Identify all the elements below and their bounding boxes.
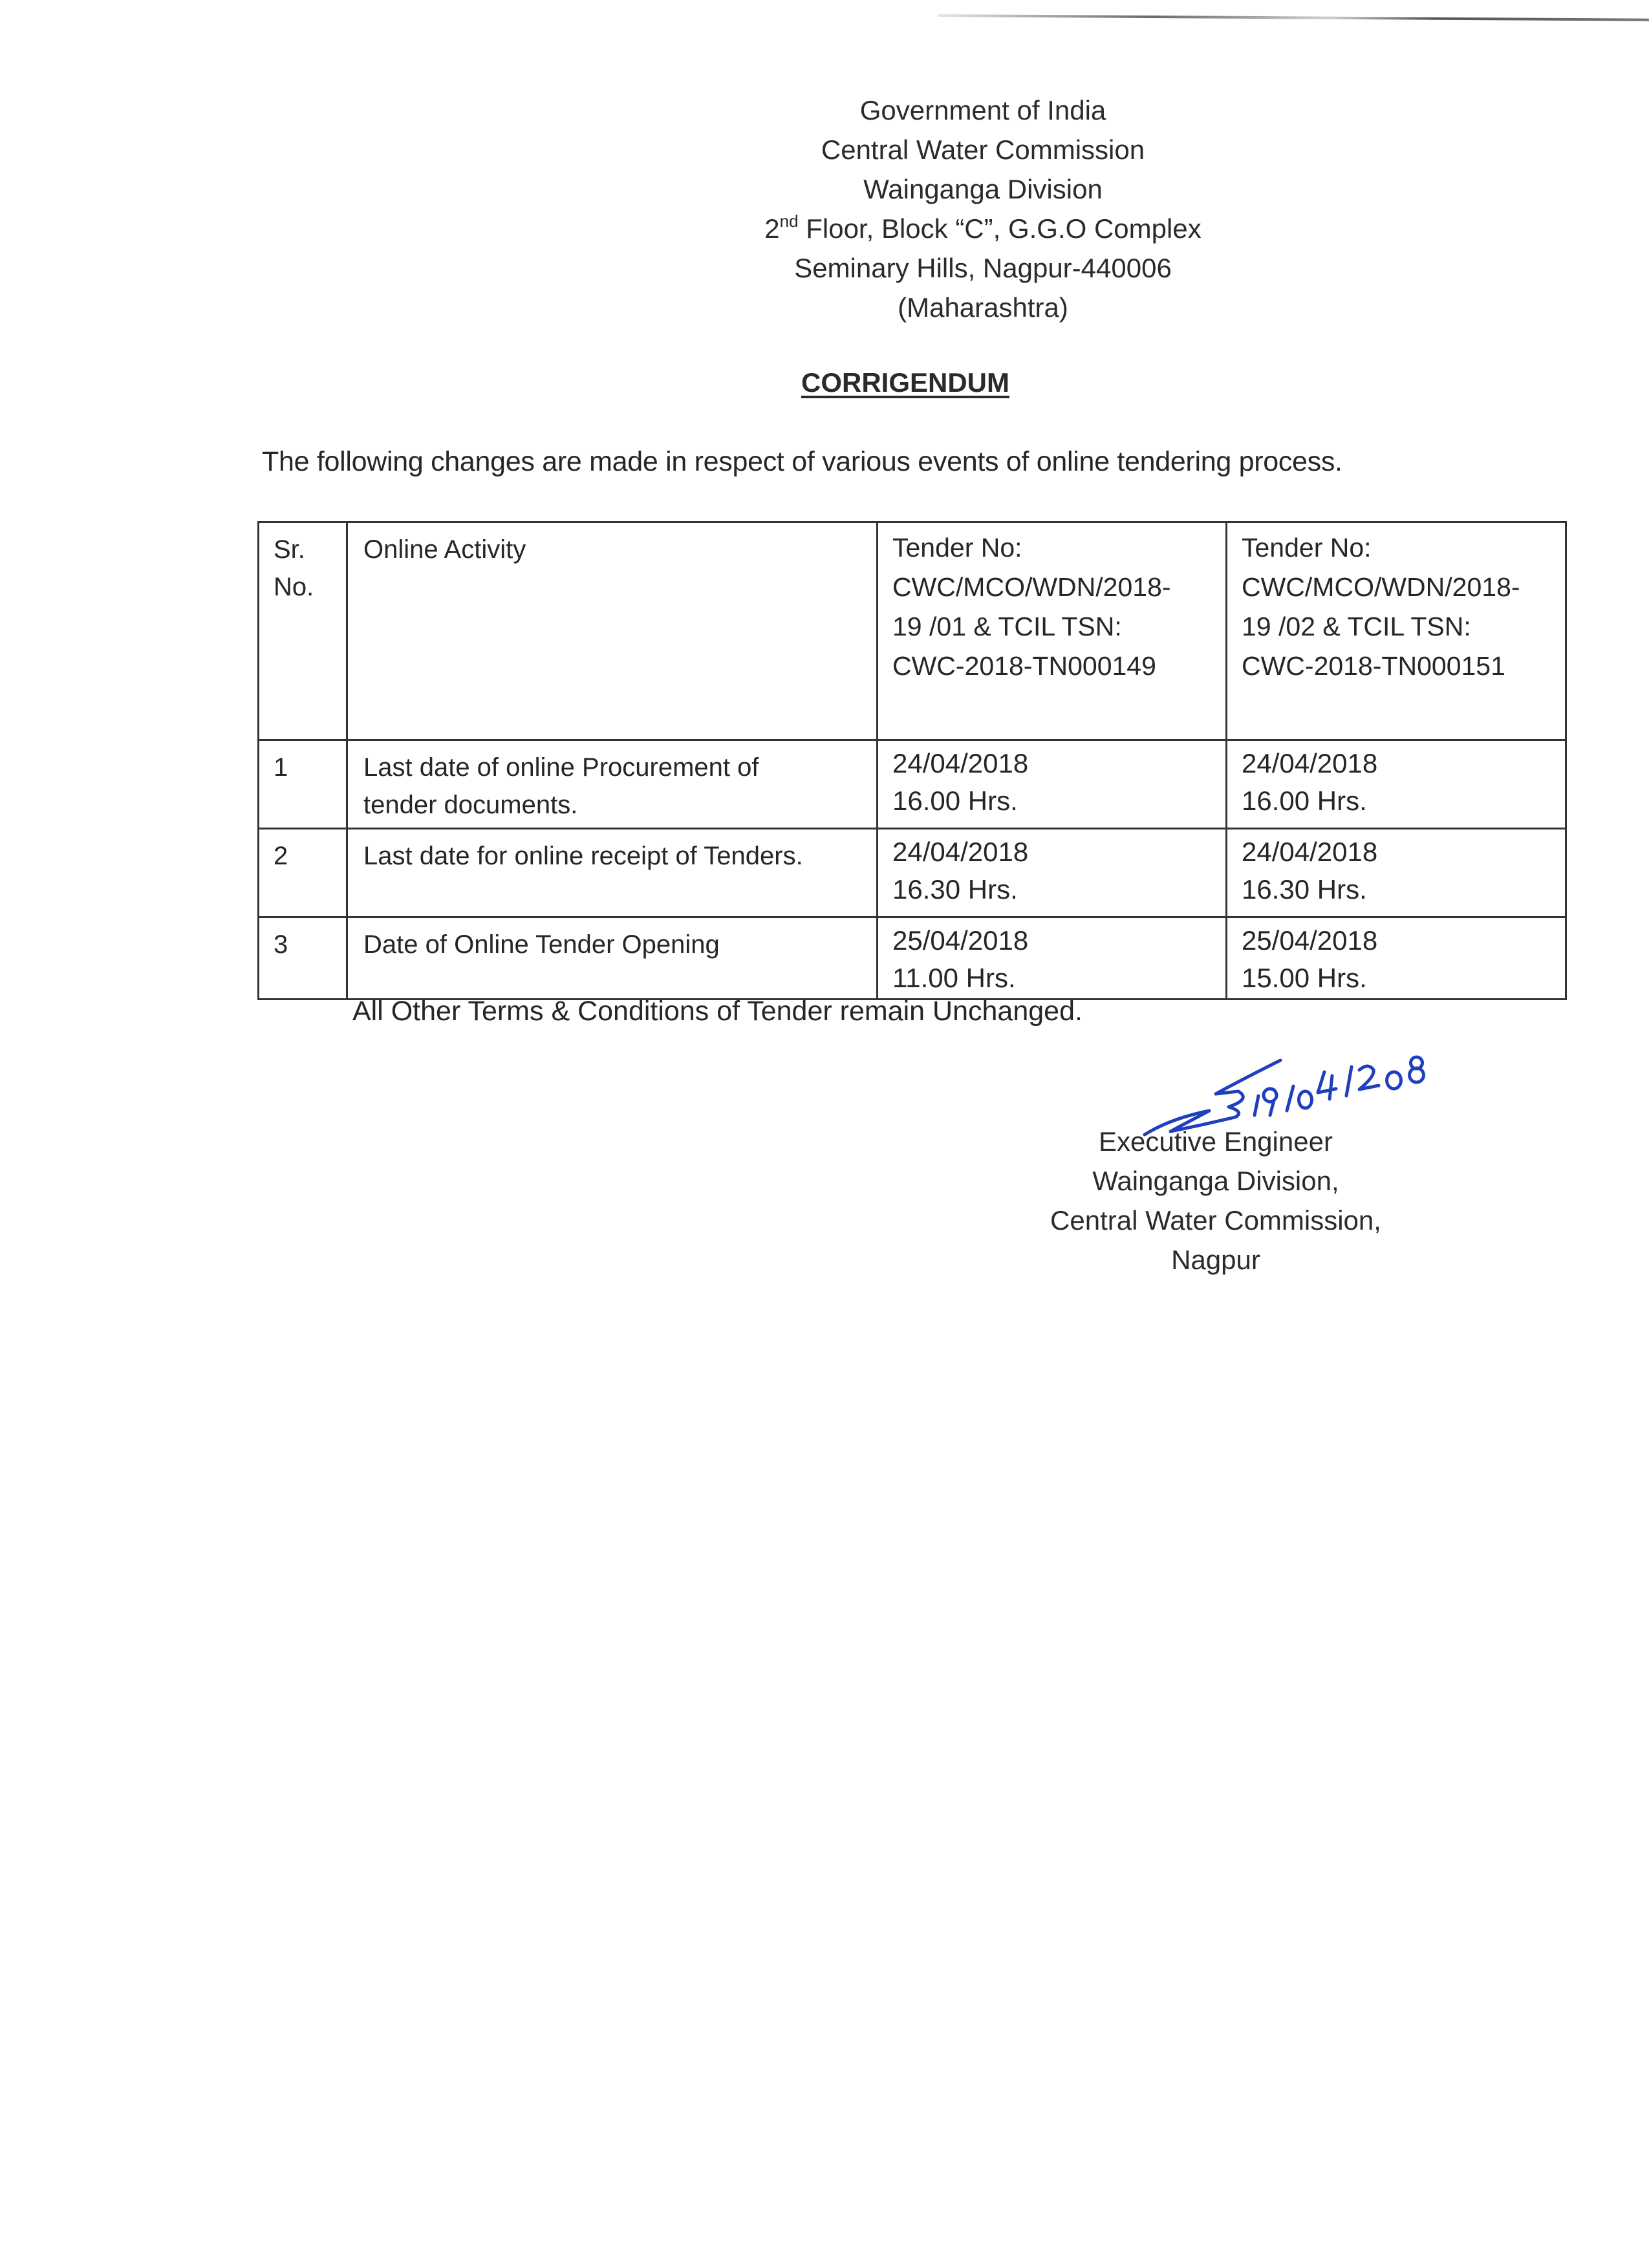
- letterhead-line-commission: Central Water Commission: [821, 134, 1145, 165]
- row-tender-1-datetime: [878, 829, 1227, 917]
- activity-text-line1: Last date of online Procurement of: [363, 753, 759, 782]
- tender-1-time: 11.00 Hrs.: [892, 963, 1016, 993]
- floor-ordinal: nd: [779, 211, 799, 231]
- signature-date-slash1: [1287, 1086, 1293, 1111]
- letterhead-line-government: Government of India: [859, 95, 1106, 125]
- row-tender-2-datetime: [1227, 917, 1566, 1000]
- tender-2-time: 16.00 Hrs.: [1242, 786, 1367, 816]
- signatory-designation: Executive Engineer: [1099, 1126, 1333, 1157]
- document-title: CORRIGENDUM: [801, 367, 1009, 398]
- activity-text-line2: tender documents.: [363, 791, 578, 819]
- row-activity: [347, 917, 878, 1000]
- signature-date-slash2: [1346, 1067, 1352, 1096]
- signature-date-8: [1410, 1057, 1424, 1082]
- tender-1-date: 24/04/2018: [892, 748, 1029, 778]
- tender-2-number-part2: 19 /02 & TCIL TSN:: [1242, 612, 1471, 641]
- floor-number: 2: [764, 213, 780, 244]
- activity-text-line1: Last date for online receipt of Tenders.: [363, 842, 803, 870]
- row-sr-no: 3: [259, 917, 347, 1000]
- tender-2-number-part1: CWC/MCO/WDN/2018-: [1242, 572, 1520, 602]
- signature-date-0b: [1387, 1072, 1401, 1089]
- tender-1-date: 25/04/2018: [892, 925, 1029, 956]
- signature-date-4: [1318, 1072, 1336, 1099]
- tender-schedule-table: [257, 521, 1567, 1000]
- tender-1-label: Tender No:: [892, 533, 1022, 562]
- tender-2-date: 24/04/2018: [1242, 837, 1378, 867]
- tender-2-label: Tender No:: [1242, 533, 1372, 562]
- tender-1-time: 16.00 Hrs.: [892, 786, 1018, 816]
- intro-paragraph: The following changes are made in respect of various events of online tendering process.: [262, 446, 1342, 477]
- letterhead: [582, 91, 1384, 327]
- letterhead-address-floor: [582, 209, 1384, 248]
- tender-1-tsn: CWC-2018-TN000149: [892, 651, 1156, 681]
- letterhead-address-state: (Maharashtra): [898, 292, 1068, 323]
- header-sr-no: [259, 522, 347, 740]
- row-tender-2-datetime: [1227, 829, 1566, 917]
- signature-date-1: [1255, 1096, 1258, 1115]
- header-online-activity: Online Activity: [347, 522, 878, 740]
- row-tender-1-datetime: [878, 917, 1227, 1000]
- header-tender-2: [1227, 522, 1566, 740]
- row-tender-2-datetime: [1227, 740, 1566, 829]
- table-row: [259, 917, 1566, 1000]
- tender-1-time: 16.30 Hrs.: [892, 874, 1018, 904]
- letterhead-line-division: Wainganga Division: [863, 174, 1103, 204]
- activity-text-line1: Date of Online Tender Opening: [363, 930, 720, 959]
- table-row: [259, 829, 1566, 917]
- tender-1-number-part2: 19 /01 & TCIL TSN:: [892, 612, 1122, 641]
- header-sr-text: Sr.: [274, 535, 305, 564]
- signatory-division: Wainganga Division,: [1092, 1166, 1339, 1196]
- tender-1-date: 24/04/2018: [892, 837, 1029, 867]
- row-activity: [347, 740, 878, 829]
- table-row: [259, 740, 1566, 829]
- floor-rest: Floor, Block “C”, G.G.O Complex: [798, 213, 1202, 244]
- header-tender-1: [878, 522, 1227, 740]
- signatory-organization: Central Water Commission,: [1050, 1205, 1381, 1236]
- row-tender-1-datetime: [878, 740, 1227, 829]
- closing-statement: All Other Terms & Conditions of Tender remain Unchanged.: [352, 996, 1083, 1027]
- tender-2-time: 15.00 Hrs.: [1242, 963, 1367, 993]
- tender-1-number-part1: CWC/MCO/WDN/2018-: [892, 572, 1171, 602]
- tender-2-date: 24/04/2018: [1242, 748, 1378, 778]
- table-header-row: [259, 522, 1566, 740]
- scan-edge-line: [938, 14, 1649, 21]
- signatory-city: Nagpur: [1171, 1245, 1260, 1275]
- header-no-text: No.: [274, 573, 314, 601]
- tender-2-tsn: CWC-2018-TN000151: [1242, 651, 1505, 681]
- signature-date-0: [1299, 1091, 1312, 1108]
- signature-date-9: [1264, 1089, 1277, 1115]
- signatory-block: [1009, 1122, 1423, 1279]
- signature-date-2: [1359, 1066, 1379, 1089]
- tender-2-time: 16.30 Hrs.: [1242, 874, 1367, 904]
- tender-2-date: 25/04/2018: [1242, 925, 1378, 956]
- row-activity: [347, 829, 878, 917]
- row-sr-no: 1: [259, 740, 347, 829]
- row-sr-no: 2: [259, 829, 347, 917]
- letterhead-address-hills: Seminary Hills, Nagpur-440006: [794, 253, 1172, 283]
